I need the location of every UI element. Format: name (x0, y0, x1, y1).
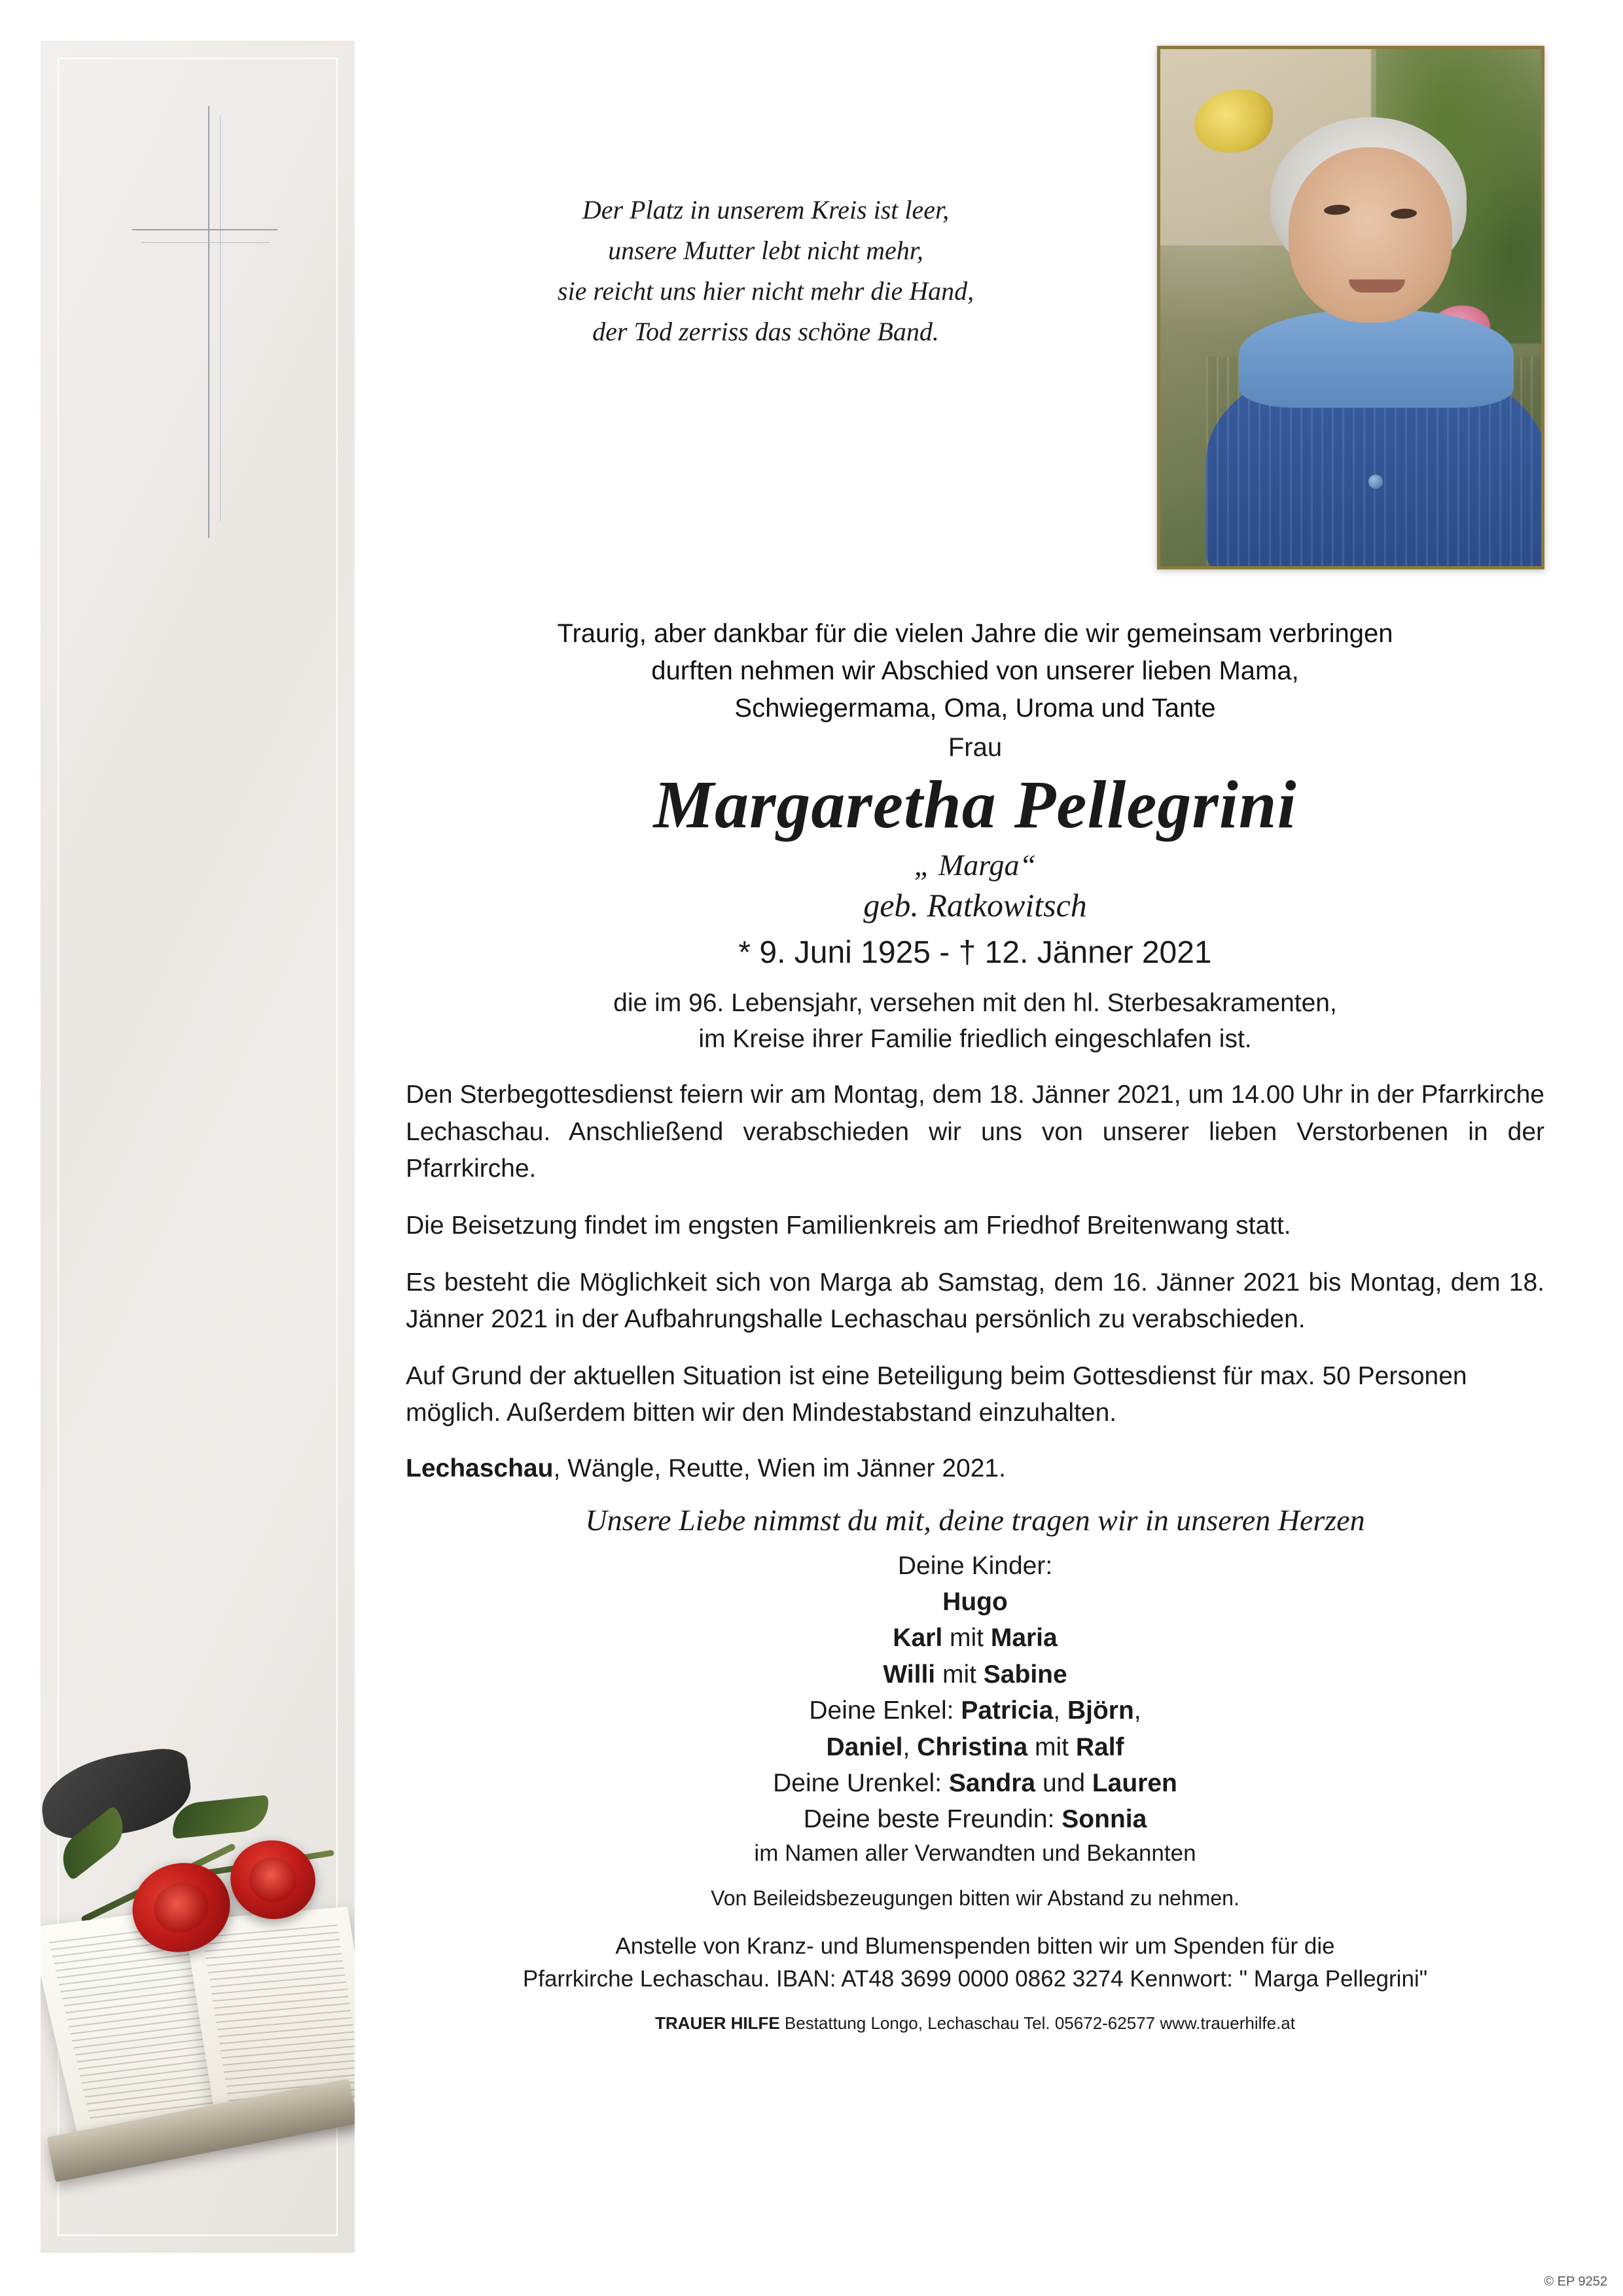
family-label: Deine beste Freundin: (803, 1805, 1062, 1834)
place-rest: , Wängle, Reutte, Wien im Jänner 2021. (553, 1454, 1006, 1482)
deceased-name: Margaretha Pellegrini (653, 767, 1297, 843)
family-sep: , (1053, 1696, 1067, 1725)
family-name: Sabine (983, 1660, 1067, 1689)
family-name: Sandra (948, 1768, 1036, 1797)
condolence-note: Von Beileidsbezeugungen bitten wir Abstand zu nehmen. (711, 1886, 1240, 1910)
obituary-body (406, 615, 1544, 2034)
family-row (406, 1765, 1544, 1801)
company-details: Bestattung Longo, Lechaschau Tel. 05672-62577 www.trauerhilfe.at (779, 2013, 1295, 2034)
intro-line-1: Traurig, aber dankbar für die vielen Jahre die wir gemeinsam verbringen (557, 619, 1393, 648)
donation-note (406, 1930, 1544, 1997)
family-row (406, 1620, 1544, 1656)
family-name: Karl (893, 1624, 943, 1653)
bible-and-roses-illustration (41, 1454, 355, 2227)
cross-icon (132, 106, 276, 551)
intro-line-3: Schwiegermama, Oma, Uroma und Tante (734, 693, 1216, 723)
verse-line-4: der Tod zerriss das schöne Band. (592, 317, 939, 346)
paragraph-covid: Auf Grund der aktuellen Situation ist eine Beteiligung beim Gottesdienst für max. 50 Personen möglich. Außerdem bitten wir den Mindestabstand einzuhalten. (406, 1361, 1467, 1427)
family-sep: und (1035, 1768, 1092, 1797)
family-row (406, 1729, 1544, 1765)
family-name: Willi (883, 1660, 936, 1689)
family-name: Patricia (961, 1696, 1054, 1725)
age-note (406, 985, 1544, 1058)
funeral-home-footer (406, 2013, 1544, 2034)
company-name: TRAUER HILFE (655, 2013, 780, 2034)
donation-line-2: Pfarrkirche Lechaschau. IBAN: AT48 3699 0000 0862 3274 Kennwort: " Marga Pellegrini" (522, 1966, 1428, 1992)
family-name: Björn (1067, 1696, 1134, 1725)
family-post: mit (1027, 1732, 1076, 1761)
family-label: Deine Urenkel: (773, 1768, 949, 1797)
family-post: , (1133, 1696, 1141, 1725)
memorial-verse (497, 190, 1034, 352)
portrait-photo (1157, 46, 1544, 569)
deceased-maiden-name: geb. Ratkowitsch (863, 886, 1087, 924)
verse-line-3: sie reicht uns hier nicht mehr die Hand, (557, 276, 974, 306)
deceased-dates: * 9. Juni 1925 - † 12. Jänner 2021 (738, 935, 1212, 970)
family-label: Deine Enkel: (809, 1696, 961, 1725)
paragraph-burial: Die Beisetzung findet im engsten Familienkreis am Friedhof Breitenwang statt. (406, 1211, 1291, 1240)
donation-line-1: Anstelle von Kranz- und Blumenspenden bitten wir um Spenden für die (615, 1933, 1335, 1959)
family-sep: mit (942, 1624, 991, 1653)
intro-line-2: durften nehmen wir Abschied von unserer lieben Mama, (651, 656, 1299, 685)
age-line-2: im Kreise ihrer Familie friedlich eingeschlafen ist. (698, 1024, 1252, 1053)
family-name: Sonnia (1061, 1805, 1147, 1834)
verse-line-2: unsere Mutter lebt nicht mehr, (608, 236, 923, 265)
family-row (406, 1693, 1544, 1729)
place-primary: Lechaschau (406, 1454, 554, 1482)
love-line: Unsere Liebe nimmst du mit, deine tragen wir in unseren Herzen (585, 1503, 1365, 1537)
family-name: Daniel (826, 1732, 903, 1761)
family-row (406, 1584, 1544, 1620)
family-row (406, 1657, 1544, 1693)
family-name: Christina (917, 1732, 1028, 1761)
family-name: Hugo (942, 1588, 1008, 1617)
family-name: Lauren (1092, 1768, 1177, 1797)
family-sep: mit (935, 1660, 984, 1689)
verse-line-1: Der Platz in unserem Kreis ist leer, (582, 195, 950, 224)
content-column (393, 39, 1564, 2258)
children-label: Deine Kinder: (897, 1551, 1053, 1580)
deceased-nickname: „ Marga“ (914, 848, 1037, 882)
paragraph-viewing: Es besteht die Möglichkeit sich von Marga ab Samstag, dem 16. Jänner 2021 bis Montag, dem 18. Jänner 2021 in der Aufbahrungshalle Lechaschau persönlich zu verabschieden. (406, 1268, 1544, 1334)
family-name: Maria (990, 1624, 1058, 1653)
family-name: Ralf (1075, 1732, 1124, 1761)
places-line (406, 1454, 1544, 1483)
family-list (406, 1548, 1544, 1838)
family-sep: , (902, 1732, 918, 1761)
decorative-left-panel (41, 41, 355, 2253)
print-code: © EP 9252 (1544, 2274, 1607, 2289)
family-row (406, 1801, 1544, 1837)
intro-text (406, 615, 1544, 726)
in-name-of-line: im Namen aller Verwandten und Bekannten (754, 1840, 1196, 1866)
salutation: Frau (948, 733, 1003, 762)
paragraph-service: Den Sterbegottesdienst feiern wir am Montag, dem 18. Jänner 2021, um 14.00 Uhr in der Pfarrkirche Lechaschau. Anschließend verabschieden wir uns von unserer lieben Verstorbenen in der Pfarrkirche. (406, 1081, 1544, 1183)
age-line-1: die im 96. Lebensjahr, versehen mit den hl. Sterbesakramenten, (613, 988, 1337, 1017)
